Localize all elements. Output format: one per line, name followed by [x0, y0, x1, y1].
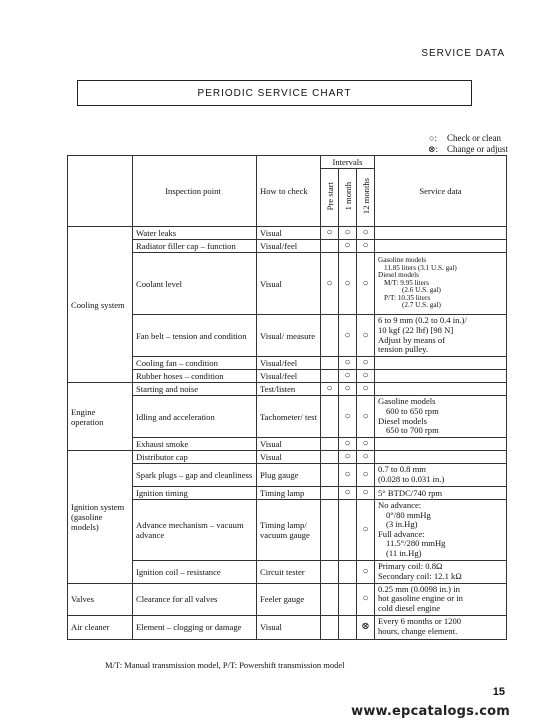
service-data-line: Gasoline models [378, 255, 427, 264]
table-row [68, 583, 507, 615]
interval-12-months: ○ [357, 315, 375, 357]
inspection-point-header: Inspection point [133, 156, 257, 227]
interval-12-months: ○ [357, 240, 375, 253]
service-data [375, 451, 507, 464]
how-to-check: Visual/feel [257, 357, 321, 370]
group-label-engine: Engine operation [68, 383, 133, 451]
service-data-line: Diesel models [378, 415, 427, 426]
interval-12-months: ○ [357, 438, 375, 451]
table-row [68, 464, 507, 487]
group-label-ignition: Ignition system (gasoline models) [68, 451, 133, 584]
service-data [375, 560, 507, 583]
service-data [375, 396, 507, 438]
inspection-point: Radiator filler cap – function [133, 240, 257, 253]
service-data-line: tension pulley. [378, 344, 429, 355]
interval-pre-start: ○ [321, 383, 339, 396]
how-to-check: Plug gauge [257, 464, 321, 487]
interval-1-month: ○ [339, 396, 357, 438]
service-chart-table [67, 155, 507, 640]
how-to-check: Visual/feel [257, 370, 321, 383]
watermark-text: www.epcatalogs.com [351, 704, 510, 719]
service-data [375, 583, 507, 615]
table-row [68, 383, 507, 396]
how-to-check: Feeler gauge [257, 583, 321, 615]
service-data-line: (2.6 U.S. gal) [402, 286, 441, 295]
interval-pre-start [321, 438, 339, 451]
table-row [68, 560, 507, 583]
inspection-point: Advance mechanism – vacuum advance [133, 500, 257, 561]
how-to-check: Visual/feel [257, 240, 321, 253]
inspection-point: Ignition timing [133, 487, 257, 500]
how-to-check: Visual [257, 438, 321, 451]
table-row [68, 500, 507, 561]
interval-pre-start [321, 315, 339, 357]
service-data [375, 615, 507, 639]
service-data-line: Every 6 months or 1200 [378, 616, 462, 627]
service-data-line: 650 to 700 rpm [386, 425, 439, 436]
inspection-point: Coolant level [133, 253, 257, 315]
interval-1-month: ○ [339, 451, 357, 464]
interval-pre-start [321, 370, 339, 383]
how-to-check: Test/listen [257, 383, 321, 396]
interval-1-month: ○ [339, 487, 357, 500]
interval-1-month: ○ [339, 253, 357, 315]
service-data [375, 370, 507, 383]
service-data-line: cold diesel engine [378, 602, 441, 613]
table-row [68, 438, 507, 451]
table-row [68, 487, 507, 500]
table-row [68, 615, 507, 639]
interval-12-months: ○ [357, 253, 375, 315]
interval-pre-start: ○ [321, 227, 339, 240]
legend-check-label: Check or clean [447, 133, 501, 143]
service-data: 5° BTDC/740 rpm [375, 487, 507, 500]
group-label-air-cleaner: Air cleaner [68, 615, 133, 639]
interval-12-months: ⊗ [357, 615, 375, 639]
how-to-check: Visual [257, 451, 321, 464]
how-to-check: Visual [257, 615, 321, 639]
service-data-line: Secondary coil: 12.1 kΩ [378, 570, 462, 581]
inspection-point: Element – clogging or damage [133, 615, 257, 639]
inspection-point: Cooling fan – condition [133, 357, 257, 370]
interval-pre-start [321, 464, 339, 487]
inspection-point: Fan belt – tension and condition [133, 315, 257, 357]
interval-12-months: ○ [357, 451, 375, 464]
table-row [68, 227, 507, 240]
service-data-line: 11.5°/280 mmHg [386, 538, 446, 549]
how-to-check: Tachometer/ test [257, 396, 321, 438]
interval-1-month: ○ [339, 370, 357, 383]
service-data [375, 357, 507, 370]
interval-1-month: ○ [339, 357, 357, 370]
interval-1-month [339, 615, 357, 639]
group-label-valves: Valves [68, 583, 133, 615]
interval-pre-start [321, 396, 339, 438]
interval-pre-start [321, 357, 339, 370]
service-data-line: 6 to 9 mm (0.2 to 0.4 in.)/ [378, 315, 467, 326]
interval-pre-start [321, 240, 339, 253]
table-row [68, 370, 507, 383]
interval-pre-start [321, 615, 339, 639]
interval-1-month: ○ [339, 438, 357, 451]
table-row [68, 396, 507, 438]
service-data-line: 0°/80 mmHg [386, 509, 431, 520]
table-row [68, 315, 507, 357]
interval-12-months: ○ [357, 487, 375, 500]
service-data-line: 0.7 to 0.8 mm [378, 464, 426, 475]
section-header: SERVICE DATA [421, 48, 505, 59]
interval-pre-start: ○ [321, 253, 339, 315]
service-data [375, 253, 507, 315]
intervals-header: Intervals [321, 156, 375, 169]
inspection-point: Exhaust smoke [133, 438, 257, 451]
interval-12-months: ○ [357, 396, 375, 438]
interval-pre-start [321, 500, 339, 561]
interval-12-months: ○ [357, 370, 375, 383]
service-data [375, 240, 507, 253]
interval-pre-start [321, 560, 339, 583]
group-header [68, 156, 133, 227]
service-data-line: 11.85 liters (3.1 U.S. gal) [384, 263, 457, 272]
inspection-point: Idling and acceleration [133, 396, 257, 438]
change-symbol-icon: ⊗: [427, 144, 439, 154]
interval-1-month: ○ [339, 240, 357, 253]
inspection-point: Starting and noise [133, 383, 257, 396]
service-data [375, 383, 507, 396]
service-data [375, 464, 507, 487]
inspection-point: Ignition coil – resistance [133, 560, 257, 583]
service-data [375, 500, 507, 561]
interval-12-months: ○ [357, 227, 375, 240]
inspection-point: Water leaks [133, 227, 257, 240]
interval-12-months: ○ [357, 583, 375, 615]
service-data [375, 315, 507, 357]
inspection-point: Distributor cap [133, 451, 257, 464]
page-number: 15 [492, 686, 505, 698]
group-label-cooling: Cooling system [68, 227, 133, 383]
interval-12-months: ○ [357, 357, 375, 370]
legend-change [427, 144, 508, 155]
service-data-line: hot gasoline engine or in [378, 593, 463, 604]
how-to-check: Visual [257, 253, 321, 315]
service-data-line: M/T: 9.95 liters [384, 278, 429, 287]
interval-1-month [339, 500, 357, 561]
service-data-line: P/T: 10.35 liters [384, 293, 431, 302]
interval-12-months: ○ [357, 500, 375, 561]
legend-change-label: Change or adjust [447, 144, 508, 154]
how-to-check: Visual/ measure [257, 315, 321, 357]
pre-start-header: Pre start [324, 182, 335, 211]
legend-check [427, 133, 508, 144]
interval-pre-start [321, 487, 339, 500]
interval-1-month: ○ [339, 227, 357, 240]
page-title: PERIODIC SERVICE CHART [77, 80, 472, 106]
interval-1-month: ○ [339, 315, 357, 357]
how-to-check: Circuit tester [257, 560, 321, 583]
service-data-header: Service data [375, 156, 507, 227]
how-to-check: Timing lamp [257, 487, 321, 500]
table-row [68, 253, 507, 315]
service-data-line: 0.25 mm (0.0098 in.) in [378, 583, 460, 594]
service-data-line: (0.028 to 0.031 in.) [378, 474, 445, 484]
interval-1-month [339, 560, 357, 583]
service-data-line: hours, change element. [378, 626, 458, 637]
check-symbol-icon: ○: [429, 133, 437, 143]
interval-12-months: ○ [357, 560, 375, 583]
interval-12-months: ○ [357, 383, 375, 396]
interval-1-month [339, 583, 357, 615]
one-month-header: 1 month [342, 182, 353, 211]
interval-12-months: ○ [357, 464, 375, 487]
service-data [375, 227, 507, 240]
table-row [68, 451, 507, 464]
service-data-line: Diesel models [378, 271, 419, 280]
inspection-point: Spark plugs – gap and cleanliness [133, 464, 257, 487]
service-data [375, 438, 507, 451]
footnote: M/T: Manual transmission model, P/T: Powershift transmission model [105, 660, 345, 670]
inspection-point: Rubber hoses – condition [133, 370, 257, 383]
interval-1-month: ○ [339, 383, 357, 396]
service-data-line: Primary coil: 0.8Ω [378, 560, 443, 571]
table-row [68, 357, 507, 370]
interval-pre-start [321, 451, 339, 464]
service-data-line: Full advance: [378, 528, 425, 539]
service-data-line: Adjust by means of [378, 334, 446, 345]
legend [427, 133, 508, 155]
how-to-check-header: How to check [257, 156, 321, 227]
table-row [68, 240, 507, 253]
how-to-check: Visual [257, 227, 321, 240]
service-data-line: (2.7 U.S. gal) [402, 301, 441, 310]
twelve-months-header: 12 months [360, 178, 371, 215]
service-data-line: (11 in.Hg) [386, 547, 422, 558]
interval-1-month: ○ [339, 464, 357, 487]
service-data-line: (3 in.Hg) [386, 519, 418, 530]
inspection-point: Clearance for all valves [133, 583, 257, 615]
service-data-line: 10 kgf (22 lbf) [98 N] [378, 324, 454, 335]
how-to-check: Timing lamp/ vacuum gauge [257, 500, 321, 561]
interval-pre-start [321, 583, 339, 615]
service-data-line: No advance: [378, 500, 422, 510]
service-data-line: Gasoline models [378, 396, 436, 407]
service-data-line: 600 to 650 rpm [386, 405, 439, 416]
